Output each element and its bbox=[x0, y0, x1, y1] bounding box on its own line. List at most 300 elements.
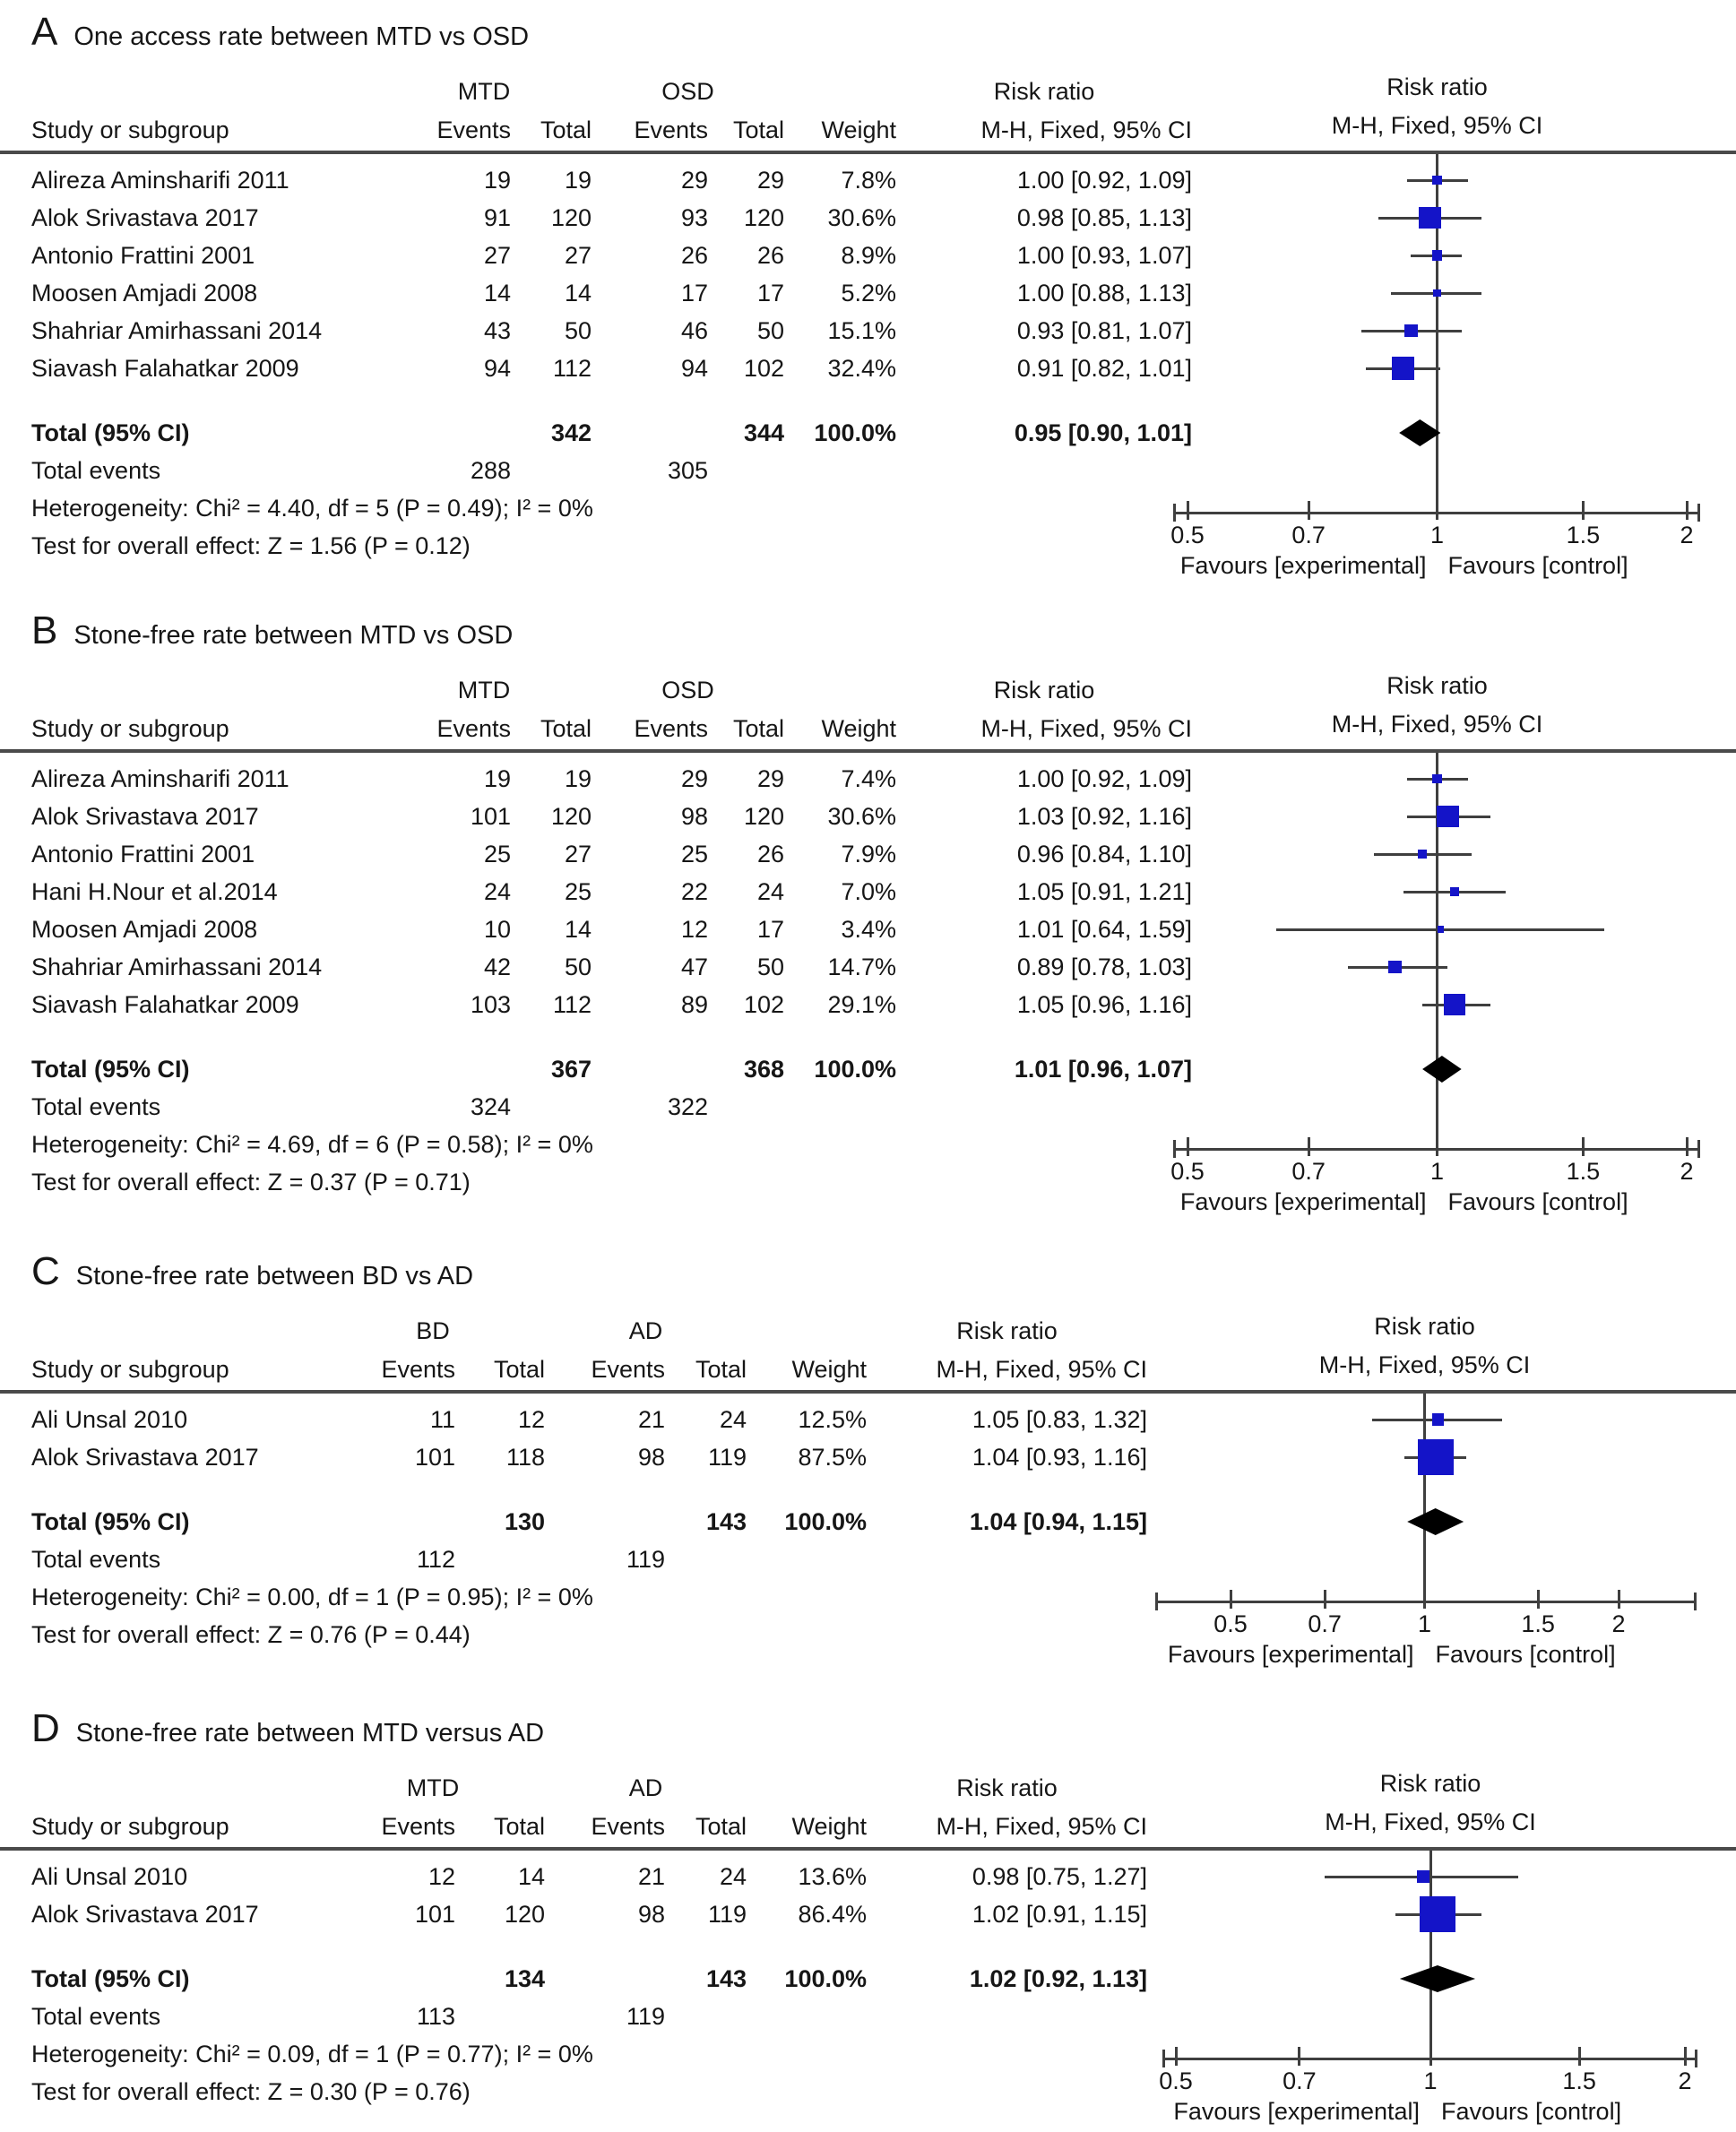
blank-cell bbox=[784, 452, 896, 489]
panel-title: Stone-free rate between BD vs AD bbox=[75, 1262, 474, 1290]
group-header-row bbox=[0, 1313, 1147, 1349]
group1-label: MTD bbox=[457, 677, 511, 703]
total2-value: 17 bbox=[756, 916, 784, 943]
weight-value: 87.5% bbox=[798, 1444, 867, 1471]
axis-tick-label: 0.5 bbox=[1170, 1158, 1205, 1185]
axis-tick-label: 2 bbox=[1680, 1158, 1694, 1185]
panel-title: Stone-free rate between MTD vs OSD bbox=[73, 621, 514, 650]
weight-value: 7.0% bbox=[841, 878, 896, 905]
axis-tick-label: 1.5 bbox=[1566, 522, 1601, 548]
study-row bbox=[0, 161, 1192, 199]
total-events-group1: 324 bbox=[470, 1093, 511, 1120]
axis-end-cap bbox=[1697, 504, 1700, 522]
axis-tick bbox=[1175, 2047, 1178, 2066]
study-name: Antonio Frattini 2001 bbox=[31, 841, 255, 867]
weight-value: 15.1% bbox=[827, 317, 896, 344]
panel-letter: B bbox=[31, 609, 58, 652]
weight-value: 7.9% bbox=[841, 841, 896, 867]
rr-ci-value: 1.02 [0.91, 1.15] bbox=[972, 1901, 1147, 1928]
axis-tick bbox=[1436, 501, 1438, 520]
favours-right-label: Favours [control] bbox=[1447, 552, 1628, 579]
total-group1-value: 367 bbox=[550, 1056, 592, 1083]
heterogeneity-row bbox=[0, 2035, 1147, 2073]
plot-risk-ratio-header: Risk ratio bbox=[1386, 672, 1488, 699]
total-label: Total (95% CI) bbox=[31, 1056, 190, 1083]
total-row bbox=[0, 1960, 1147, 1998]
events2-value: 98 bbox=[637, 1901, 665, 1928]
panel-letter: A bbox=[31, 10, 58, 54]
total1-column-header: Total bbox=[493, 1813, 545, 1840]
blank-cell bbox=[896, 452, 1192, 489]
total2-value: 119 bbox=[707, 1901, 747, 1928]
group-header-row bbox=[0, 672, 1192, 708]
blank-cell bbox=[665, 1998, 747, 2035]
overall-effect-text: Test for overall effect: Z = 0.76 (P = 0.44) bbox=[31, 1621, 471, 1648]
panel-title: Stone-free rate between MTD versus AD bbox=[75, 1719, 545, 1748]
risk-ratio-column-header: Risk ratio bbox=[993, 78, 1095, 105]
study-row bbox=[0, 237, 1192, 274]
total2-column-header: Total bbox=[695, 1356, 747, 1383]
total1-value: 50 bbox=[564, 317, 592, 344]
study-name: Shahriar Amirhassani 2014 bbox=[31, 954, 323, 980]
total-row bbox=[0, 414, 1192, 452]
total2-value: 24 bbox=[719, 1863, 747, 1890]
events2-value: 25 bbox=[680, 841, 708, 867]
group-header-row bbox=[0, 1770, 1147, 1806]
weight-column-header: Weight bbox=[821, 715, 896, 742]
axis-tick bbox=[1308, 501, 1310, 520]
events2-value: 94 bbox=[680, 355, 708, 382]
blank-cell bbox=[511, 452, 592, 489]
total2-value: 120 bbox=[743, 204, 784, 231]
axis-tick bbox=[1423, 1590, 1426, 1609]
rr-ci-value: 1.04 [0.93, 1.16] bbox=[972, 1444, 1147, 1471]
weight-value: 5.2% bbox=[841, 280, 896, 306]
study-name: Ali Unsal 2010 bbox=[31, 1863, 188, 1890]
total1-value: 120 bbox=[504, 1901, 545, 1928]
events1-column-header: Events bbox=[436, 715, 511, 742]
study-row bbox=[0, 1858, 1147, 1895]
spacer bbox=[0, 387, 1736, 414]
axis-tick-label: 2 bbox=[1678, 2067, 1692, 2094]
plot-mh-header: M-H, Fixed, 95% CI bbox=[1331, 711, 1543, 738]
overall-effect-text: Test for overall effect: Z = 1.56 (P = 0.12) bbox=[31, 532, 471, 559]
events2-value: 47 bbox=[680, 954, 708, 980]
total2-column-header: Total bbox=[732, 715, 784, 742]
plot-mh-header: M-H, Fixed, 95% CI bbox=[1331, 112, 1543, 139]
events2-value: 17 bbox=[680, 280, 708, 306]
study-name: Hani H.Nour et al.2014 bbox=[31, 878, 278, 905]
total-events-row bbox=[0, 452, 1192, 489]
study-row bbox=[0, 312, 1192, 350]
total2-value: 26 bbox=[756, 242, 784, 269]
events1-value: 11 bbox=[429, 1406, 455, 1433]
panel-letter: C bbox=[31, 1249, 60, 1293]
total2-value: 50 bbox=[756, 317, 784, 344]
rr-ci-value: 1.00 [0.93, 1.07] bbox=[1016, 242, 1192, 269]
total-events2-spacer bbox=[592, 414, 708, 452]
mh-column-header: M-H, Fixed, 95% CI bbox=[936, 1356, 1147, 1383]
weight-value: 12.5% bbox=[798, 1406, 867, 1433]
rr-ci-value: 0.93 [0.81, 1.07] bbox=[1016, 317, 1192, 344]
total1-value: 112 bbox=[552, 991, 592, 1018]
events2-value: 98 bbox=[680, 803, 708, 830]
events1-value: 14 bbox=[483, 280, 511, 306]
events2-value: 29 bbox=[680, 765, 708, 792]
study-row bbox=[0, 199, 1192, 237]
plot-mh-header: M-H, Fixed, 95% CI bbox=[1325, 1808, 1536, 1835]
blank-cell bbox=[784, 1088, 896, 1126]
group2-label: OSD bbox=[661, 677, 714, 703]
axis-tick-label: 1 bbox=[1417, 1610, 1432, 1637]
events2-value: 21 bbox=[637, 1406, 665, 1433]
rr-ci-value: 1.00 [0.88, 1.13] bbox=[1016, 280, 1192, 306]
heterogeneity-row bbox=[0, 489, 1192, 527]
favours-left-label: Favours [experimental] bbox=[1167, 1641, 1414, 1668]
total1-value: 14 bbox=[517, 1863, 545, 1890]
events2-value: 93 bbox=[680, 204, 708, 231]
total1-value: 112 bbox=[552, 355, 592, 382]
events2-value: 12 bbox=[680, 916, 708, 943]
study-rows bbox=[0, 154, 1736, 387]
total1-value: 27 bbox=[564, 841, 592, 867]
rr-ci-value: 0.89 [0.78, 1.03] bbox=[1016, 954, 1192, 980]
total1-value: 19 bbox=[564, 765, 592, 792]
total2-value: 50 bbox=[756, 954, 784, 980]
total2-value: 29 bbox=[756, 765, 784, 792]
events1-value: 27 bbox=[483, 242, 511, 269]
weight-value: 30.6% bbox=[827, 803, 896, 830]
total1-value: 19 bbox=[564, 167, 592, 194]
total1-column-header: Total bbox=[493, 1356, 545, 1383]
plot-risk-ratio-header: Risk ratio bbox=[1374, 1313, 1475, 1340]
total-events1-spacer bbox=[376, 1050, 511, 1088]
events1-value: 24 bbox=[483, 878, 511, 905]
rr-ci-value: 1.00 [0.92, 1.09] bbox=[1016, 167, 1192, 194]
column-header-row bbox=[0, 1806, 1147, 1847]
axis-line bbox=[1174, 512, 1698, 514]
favours-right-label: Favours [control] bbox=[1447, 1188, 1628, 1215]
total-group2-value: 143 bbox=[705, 1965, 747, 1992]
rr-ci-value: 1.05 [0.83, 1.32] bbox=[972, 1406, 1147, 1433]
axis-line bbox=[1163, 2058, 1696, 2060]
total-group2-value: 368 bbox=[743, 1056, 784, 1083]
weight-value: 7.4% bbox=[841, 765, 896, 792]
group-header-spacer bbox=[0, 1770, 321, 1806]
total-weight-value: 100.0% bbox=[814, 419, 896, 446]
pooled-diamond bbox=[1399, 419, 1440, 446]
total-events-group1: 288 bbox=[470, 457, 511, 484]
study-column-header: Study or subgroup bbox=[31, 117, 229, 143]
overall-effect-row bbox=[0, 1616, 1147, 1653]
overall-effect-text: Test for overall effect: Z = 0.30 (P = 0.76) bbox=[31, 2078, 471, 2105]
favours-left-label: Favours [experimental] bbox=[1179, 552, 1427, 579]
study-name: Alok Srivastava 2017 bbox=[31, 1444, 259, 1471]
total-label: Total (95% CI) bbox=[31, 419, 190, 446]
mh-column-header: M-H, Fixed, 95% CI bbox=[980, 117, 1192, 143]
total-group2-value: 344 bbox=[743, 419, 784, 446]
blank-cell bbox=[708, 1088, 784, 1126]
rr-ci-value: 0.98 [0.75, 1.27] bbox=[972, 1863, 1147, 1890]
group-header-spacer bbox=[0, 1313, 321, 1349]
spacer bbox=[0, 1933, 1736, 1960]
total-row bbox=[0, 1503, 1147, 1541]
rr-ci-value: 1.03 [0.92, 1.16] bbox=[1016, 803, 1192, 830]
total-weight-value: 100.0% bbox=[784, 1965, 867, 1992]
weight-value: 8.9% bbox=[841, 242, 896, 269]
weight-value: 32.4% bbox=[827, 355, 896, 382]
weight-header-spacer bbox=[784, 73, 896, 109]
forest-panel bbox=[0, 10, 1736, 579]
total1-value: 12 bbox=[517, 1406, 545, 1433]
overall-effect-row bbox=[0, 527, 1192, 565]
total-row bbox=[0, 1050, 1192, 1088]
forest-panel bbox=[0, 1706, 1736, 2125]
total1-value: 27 bbox=[564, 242, 592, 269]
total2-value: 102 bbox=[743, 355, 784, 382]
study-column-header: Study or subgroup bbox=[31, 1813, 229, 1840]
axis-tick-label: 2 bbox=[1680, 522, 1694, 548]
events2-value: 46 bbox=[680, 317, 708, 344]
column-header-row bbox=[0, 109, 1192, 151]
total2-value: 24 bbox=[756, 878, 784, 905]
favours-right-label: Favours [control] bbox=[1435, 1641, 1616, 1668]
events1-value: 19 bbox=[483, 765, 511, 792]
events2-column-header: Events bbox=[591, 1813, 665, 1840]
axis-tick bbox=[1308, 1137, 1310, 1156]
axis-tick bbox=[1684, 2047, 1687, 2066]
total1-value: 118 bbox=[505, 1444, 545, 1471]
forest-panel bbox=[0, 609, 1736, 1215]
study-row bbox=[0, 798, 1192, 835]
total-events-group2: 322 bbox=[667, 1093, 708, 1120]
total2-value: 26 bbox=[756, 841, 784, 867]
total1-value: 14 bbox=[564, 280, 592, 306]
study-rows bbox=[0, 1851, 1736, 1933]
group2-label: AD bbox=[628, 1774, 663, 1801]
heterogeneity-text: Heterogeneity: Chi² = 4.40, df = 5 (P = 0.49); I² = 0% bbox=[31, 495, 593, 522]
total-rr-ci-value: 1.02 [0.92, 1.13] bbox=[969, 1965, 1147, 1992]
axis-tick bbox=[1230, 1590, 1232, 1609]
events1-value: 42 bbox=[483, 954, 511, 980]
axis-line bbox=[1156, 1601, 1695, 1603]
axis-tick-label: 0.7 bbox=[1308, 1610, 1342, 1637]
axis-tick-label: 2 bbox=[1611, 1610, 1626, 1637]
study-column-header: Study or subgroup bbox=[31, 715, 229, 742]
axis-tick bbox=[1618, 1590, 1620, 1609]
events1-column-header: Events bbox=[381, 1356, 455, 1383]
events1-value: 19 bbox=[483, 167, 511, 194]
events2-value: 26 bbox=[680, 242, 708, 269]
study-name: Alok Srivastava 2017 bbox=[31, 1901, 259, 1928]
events1-value: 103 bbox=[470, 991, 511, 1018]
study-row bbox=[0, 1895, 1147, 1933]
study-name: Ali Unsal 2010 bbox=[31, 1406, 188, 1433]
axis-tick-label: 1 bbox=[1423, 2067, 1438, 2094]
blank-cell bbox=[511, 1088, 592, 1126]
axis-end-cap bbox=[1694, 1593, 1697, 1610]
risk-ratio-column-header: Risk ratio bbox=[956, 1317, 1058, 1344]
events1-column-header: Events bbox=[381, 1813, 455, 1840]
column-header-row bbox=[0, 1349, 1147, 1390]
blank-cell bbox=[455, 1541, 545, 1578]
weight-header-spacer bbox=[747, 1770, 867, 1806]
column-header-row bbox=[0, 708, 1192, 749]
total-events-group2: 305 bbox=[667, 457, 708, 484]
favours-left-label: Favours [experimental] bbox=[1179, 1188, 1427, 1215]
events2-value: 98 bbox=[637, 1444, 665, 1471]
weight-value: 29.1% bbox=[827, 991, 896, 1018]
weight-value: 14.7% bbox=[827, 954, 896, 980]
total-events1-spacer bbox=[321, 1503, 455, 1541]
rr-ci-value: 1.05 [0.96, 1.16] bbox=[1016, 991, 1192, 1018]
study-row bbox=[0, 835, 1192, 873]
total-events-group1: 113 bbox=[416, 2003, 455, 2030]
weight-value: 30.6% bbox=[827, 204, 896, 231]
weight-column-header: Weight bbox=[791, 1813, 867, 1840]
panel-title: One access rate between MTD vs OSD bbox=[73, 22, 530, 51]
total1-column-header: Total bbox=[540, 117, 592, 143]
total2-value: 24 bbox=[719, 1406, 747, 1433]
events1-value: 43 bbox=[483, 317, 511, 344]
total1-value: 14 bbox=[564, 916, 592, 943]
total-label: Total (95% CI) bbox=[31, 1508, 190, 1535]
axis-end-cap bbox=[1155, 1593, 1158, 1610]
total1-column-header: Total bbox=[540, 715, 592, 742]
total1-value: 120 bbox=[550, 803, 592, 830]
total-weight-value: 100.0% bbox=[814, 1056, 896, 1083]
overall-effect-text: Test for overall effect: Z = 0.37 (P = 0.71) bbox=[31, 1169, 471, 1195]
blank-cell bbox=[747, 1541, 867, 1578]
events1-value: 101 bbox=[470, 803, 511, 830]
total-events1-spacer bbox=[376, 414, 511, 452]
events1-value: 101 bbox=[414, 1444, 455, 1471]
weight-column-header: Weight bbox=[791, 1356, 867, 1383]
axis-tick bbox=[1324, 1590, 1326, 1609]
events1-column-header: Events bbox=[436, 117, 511, 143]
axis-tick-label: 1 bbox=[1429, 522, 1445, 548]
study-name: Alok Srivastava 2017 bbox=[31, 803, 259, 830]
events1-value: 101 bbox=[414, 1901, 455, 1928]
total2-value: 120 bbox=[743, 803, 784, 830]
total1-value: 120 bbox=[550, 204, 592, 231]
study-name: Siavash Falahatkar 2009 bbox=[31, 355, 299, 382]
total-events1-spacer bbox=[321, 1960, 455, 1998]
events2-column-header: Events bbox=[634, 117, 708, 143]
total-events-label: Total events bbox=[31, 457, 161, 484]
spacer bbox=[0, 1023, 1736, 1050]
study-row bbox=[0, 911, 1192, 948]
spacer bbox=[0, 1476, 1736, 1503]
study-name: Alireza Aminsharifi 2011 bbox=[31, 167, 289, 194]
total-rr-ci-value: 0.95 [0.90, 1.01] bbox=[1014, 419, 1192, 446]
blank-cell bbox=[867, 1541, 1147, 1578]
weight-value: 86.4% bbox=[798, 1901, 867, 1928]
group2-label: AD bbox=[628, 1317, 663, 1344]
total-weight-value: 100.0% bbox=[784, 1508, 867, 1535]
axis-tick bbox=[1429, 2047, 1432, 2066]
axis-tick-label: 0.5 bbox=[1213, 1610, 1248, 1637]
panel-letter: D bbox=[31, 1706, 60, 1750]
axis-tick-label: 1.5 bbox=[1521, 1610, 1555, 1637]
events2-value: 89 bbox=[680, 991, 708, 1018]
study-column-header: Study or subgroup bbox=[31, 1356, 229, 1383]
rr-ci-value: 1.01 [0.64, 1.59] bbox=[1016, 916, 1192, 943]
plot-mh-header: M-H, Fixed, 95% CI bbox=[1318, 1351, 1531, 1378]
study-name: Moosen Amjadi 2008 bbox=[31, 280, 258, 306]
total-events2-spacer bbox=[592, 1050, 708, 1088]
total-label: Total (95% CI) bbox=[31, 1965, 190, 1992]
weight-header-spacer bbox=[784, 672, 896, 708]
panel-header bbox=[0, 11, 1736, 54]
total-events-row bbox=[0, 1998, 1147, 2035]
events2-column-header: Events bbox=[591, 1356, 665, 1383]
risk-ratio-column-header: Risk ratio bbox=[993, 677, 1095, 703]
events1-value: 91 bbox=[483, 204, 511, 231]
study-row bbox=[0, 873, 1192, 911]
axis-tick-label: 1.5 bbox=[1566, 1158, 1601, 1185]
weight-value: 7.8% bbox=[841, 167, 896, 194]
pooled-diamond bbox=[1422, 1056, 1462, 1083]
mh-column-header: M-H, Fixed, 95% CI bbox=[980, 715, 1192, 742]
axis-end-cap bbox=[1162, 2050, 1165, 2067]
plot-risk-ratio-header: Risk ratio bbox=[1379, 1770, 1481, 1797]
events1-value: 25 bbox=[483, 841, 511, 867]
events2-column-header: Events bbox=[634, 715, 708, 742]
rr-ci-value: 0.98 [0.85, 1.13] bbox=[1016, 204, 1192, 231]
study-name: Shahriar Amirhassani 2014 bbox=[31, 317, 323, 344]
weight-column-header: Weight bbox=[821, 117, 896, 143]
overall-effect-row bbox=[0, 2073, 1147, 2110]
pooled-diamond bbox=[1407, 1508, 1464, 1535]
total2-value: 119 bbox=[707, 1444, 747, 1471]
axis-tick-label: 1.5 bbox=[1562, 2067, 1596, 2094]
total-events-label: Total events bbox=[31, 2003, 161, 2030]
heterogeneity-text: Heterogeneity: Chi² = 0.09, df = 1 (P = 0.77); I² = 0% bbox=[31, 2041, 593, 2067]
study-row bbox=[0, 1401, 1147, 1438]
heterogeneity-row bbox=[0, 1126, 1192, 1163]
total2-column-header: Total bbox=[695, 1813, 747, 1840]
mh-column-header: M-H, Fixed, 95% CI bbox=[936, 1813, 1147, 1840]
axis-end-cap bbox=[1695, 2050, 1697, 2067]
study-row bbox=[0, 760, 1192, 798]
rr-ci-value: 1.00 [0.92, 1.09] bbox=[1016, 765, 1192, 792]
total2-value: 102 bbox=[743, 991, 784, 1018]
axis-tick bbox=[1436, 1137, 1438, 1156]
blank-cell bbox=[455, 1998, 545, 2035]
axis-tick bbox=[1582, 501, 1585, 520]
total2-value: 29 bbox=[756, 167, 784, 194]
blank-cell bbox=[665, 1541, 747, 1578]
group2-label: OSD bbox=[661, 78, 714, 105]
axis-tick-label: 0.7 bbox=[1291, 1158, 1326, 1185]
total-group1-value: 134 bbox=[504, 1965, 545, 1992]
axis-tick-label: 1 bbox=[1429, 1158, 1445, 1185]
blank-cell bbox=[708, 452, 784, 489]
blank-cell bbox=[747, 1998, 867, 2035]
favours-left-label: Favours [experimental] bbox=[1173, 2098, 1420, 2125]
study-row bbox=[0, 1438, 1147, 1476]
axis-tick bbox=[1686, 1137, 1688, 1156]
risk-ratio-column-header: Risk ratio bbox=[956, 1774, 1058, 1801]
weight-header-spacer bbox=[747, 1313, 867, 1349]
study-row bbox=[0, 986, 1192, 1023]
weight-value: 13.6% bbox=[798, 1863, 867, 1890]
pooled-diamond bbox=[1400, 1965, 1475, 1992]
axis-tick-label: 0.7 bbox=[1291, 522, 1326, 548]
forest-panel bbox=[0, 1249, 1736, 1668]
rr-ci-value: 0.96 [0.84, 1.10] bbox=[1016, 841, 1192, 867]
